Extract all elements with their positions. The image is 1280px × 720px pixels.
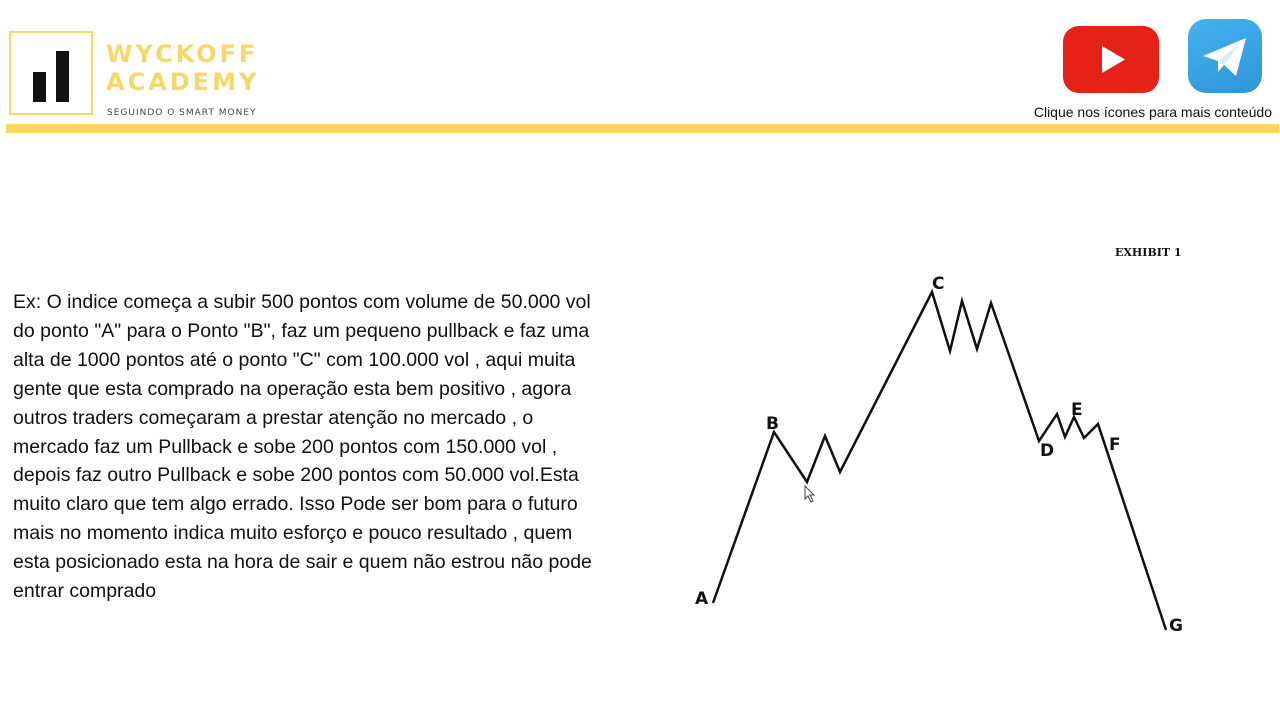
point-label-a: A — [695, 589, 709, 609]
point-label-f: F — [1109, 435, 1121, 455]
mouse-cursor-icon — [805, 486, 814, 502]
header-divider — [6, 124, 1279, 133]
explanation-text: Ex: O indice começa a subir 500 pontos com volume de 50.000 vol do ponto "A" para o Ponto "B", faz um pequeno pullback e faz uma alta de 1000 pontos até o ponto "C" com 100.000 vol , aqui muita gente que esta comprado na operação esta bem positivo , agora outros traders começaram a prestar atenção no mercado , o mercado faz um Pullback e sobe 200 pontos com 150.000 vol , depois faz outro Pullback e sobe 200 pontos com 50.000 vol.Esta muito claro que tem algo errado. Isso Pode ser bom para o futuro mais no momento indica muito esforço e pouco resultado , quem esta posicionado esta na hora de sair e quem não estrou não pode entrar comprado — [13, 291, 592, 603]
telegram-button[interactable] — [1188, 19, 1262, 93]
price-path — [713, 292, 1166, 630]
brand-tagline: SEGUINDO O SMART MONEY — [107, 108, 257, 118]
youtube-icon — [1063, 26, 1159, 93]
logo — [9, 31, 93, 115]
youtube-button[interactable] — [1063, 26, 1159, 93]
point-label-c: C — [932, 274, 945, 294]
logo-bar-tall — [56, 51, 69, 102]
point-label-g: G — [1169, 616, 1183, 636]
brand-line-2: ACADEMY — [106, 68, 260, 96]
brand-line-1: WYCKOFF — [106, 40, 259, 68]
logo-bar-short — [33, 72, 46, 102]
social-hint: Clique nos ícones para mais conteúdo — [1033, 104, 1272, 120]
point-label-e: E — [1071, 400, 1083, 420]
wyckoff-exhibit-diagram — [640, 210, 1240, 660]
telegram-icon — [1188, 19, 1262, 93]
point-label-d: D — [1040, 441, 1055, 461]
point-label-b: B — [766, 414, 779, 434]
brand-name — [106, 40, 259, 96]
exhibit-title: EXHIBIT 1 — [1115, 246, 1182, 259]
